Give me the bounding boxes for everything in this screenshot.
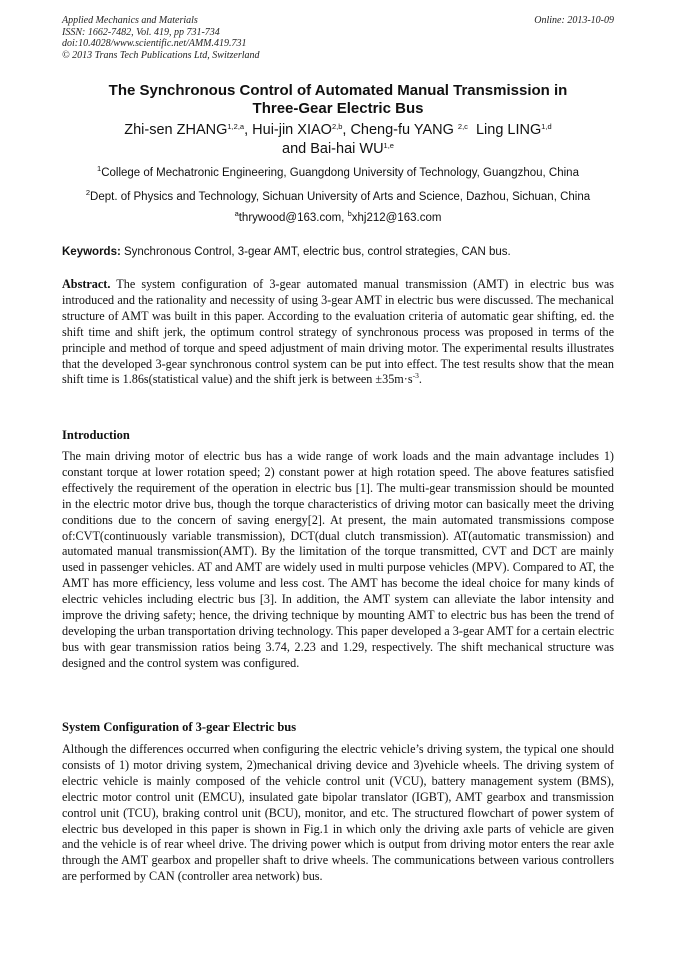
author-line-2 (62, 140, 614, 159)
journal-issn: ISSN: 1662-7482, Vol. 419, pp 731-734 (62, 26, 220, 38)
keywords-label: Keywords: (62, 246, 121, 258)
affiliation-text: Dept. of Physics and Technology, Sichuan University of Arts and Science, Dazhou, Sichuan, China (90, 191, 591, 203)
journal-doi: doi:10.4028/www.scientific.net/AMM.419.731 (62, 38, 247, 49)
online-date: Online: 2013-10-09 (534, 15, 614, 26)
author-affiliation-mark: 1,e (383, 141, 394, 150)
abstract-unit-exponent: -3 (412, 371, 419, 381)
abstract-end: . (418, 372, 422, 387)
introduction-heading: Introduction (62, 428, 130, 442)
author-affiliation-mark: 1,2,a (227, 122, 245, 131)
keywords-text: Synchronous Control, 3-gear AMT, electric bus, control strategies, CAN bus. (120, 246, 511, 258)
author-name: Zhi-sen ZHANG (124, 122, 228, 138)
title-line-1: The Synchronous Control of Automated Manual Transmission in (108, 82, 568, 99)
email-mark: a (234, 209, 239, 218)
system-configuration-paragraph: Although the differences occurred when configuring the electric vehicle’s driving system, the typical one should consists of 1) motor driving system, 2)mechanical driving device and 3)vehicle wheels. The driving system of electric vehicle is mainly composed of the vehicle control unit (VCU), battery management system (BMS), electric motor control unit (EMCU), insulated gate bipolar translator (IGBT), AMT gearbox and transmission control unit (TCU), braking control unit (BCU), monitor, and etc. The structured flowchart of power system of electric bus developed in this paper is shown in Fig.1 in which only the driving axle parts of vehicle are given and the vehicle is of rear wheel drive. The driving power which is output from driving motor enters the rear axle through the AMT gearbox and propeller shaft to drive wheels. The communications between various controllers are performed by CAN (controller area network) bus. (62, 742, 614, 884)
email-mark: b (347, 209, 352, 218)
author-separator (468, 122, 476, 138)
affiliation-text: College of Mechatronic Engineering, Guangdong University of Technology, Guangzhou, China (101, 167, 579, 179)
author-affiliation-mark: 1,d (541, 122, 552, 131)
paper-title (62, 82, 614, 118)
title-line-2: Three-Gear Electric Bus (252, 100, 424, 117)
author-list (62, 121, 614, 159)
affiliation-2 (62, 190, 614, 204)
abstract-label: Abstract. (62, 277, 111, 291)
keywords-line (62, 245, 614, 259)
author-name: and Bai-hai WU (282, 141, 384, 157)
system-configuration-heading: System Configuration of 3-gear Electric bus (62, 720, 297, 734)
journal-header (62, 15, 614, 61)
author-name: Hui-jin XIAO (252, 122, 332, 138)
email-address: thrywood@163.com, (238, 212, 348, 224)
abstract-paragraph (62, 277, 614, 388)
abstract-text: The system configuration of 3-gear automated manual transmission (AMT) in electric bus was introduced and the rationality and necessity of using 3-gear AMT in electric bus were discussed. The mechanical structure of AMT was built in this paper. According to the evaluation criteria of automatic gear shifting, ed. the shift time and shift jerk, the optimum control strategy of synchronous process was proposed in terms of the principle and method of torque and speed adjustment of main driving motor. The experimental results illustrates that the developed 3-gear synchronous control system can be put into effect. The test results show that the mean shift time is 1.86s(statistical value) and the shift jerk is between ±35m·s (62, 277, 614, 387)
author-name: Cheng-fu YANG (350, 122, 458, 138)
introduction-paragraph: The main driving motor of electric bus has a wide range of work loads and the main advantage includes 1) constant torque at lower rotation speed; 2) constant power at high rotation speed. The above features satisfied effectively the requirement of the operation in electric bus [1]. The multi-gear transmission should be mounted in the electric motor drive bus, though the torque characteristics of driving motor can basically meet the driving conditions due to the concern of saving energy[2]. At present, the main automated transmissions compose of:CVT(continuously variable transmission), DCT(dual clutch transmission). AT(automatic transmission) and automated manual transmission(AMT). By the limitation of the torque transmitted, CVT and DCT are mainly used in passenger vehicles. AT and AMT are widely used in multi purpose vehicles (MPV). Compared to AT, the AMT has more efficiency, less volume and less cost. The AMT has become the ideal choice for many kinds of electric vehicles including electric bus [3]. In addition, the AMT system can alleviate the labor intensity and improve the driving safety; hence, the driving technique by mounting AMT to electric bus has been the trend of developing the urban transportation driving technology. This paper developed a 3-gear AMT for a certain electric bus with gear transmission ratios being 3.74, 2.23 and 1.29, respectively. The shift mechanical structure was designed and the control system was configured. (62, 449, 614, 670)
affiliation-mark: 2 (85, 188, 91, 197)
author-name: Ling LING (475, 122, 542, 138)
affiliation-mark: 1 (97, 164, 102, 173)
author-affiliation-mark: 2,b (331, 122, 343, 131)
author-emails (62, 211, 614, 225)
journal-name: Applied Mechanics and Materials (62, 15, 198, 26)
author-separator: , (342, 122, 351, 138)
author-line-1 (62, 121, 614, 140)
email-address: xhj212@163.com (351, 212, 442, 224)
affiliation-1 (62, 166, 614, 180)
author-separator: , (244, 122, 253, 138)
author-affiliation-mark: 2,c (457, 122, 468, 131)
journal-copyright: © 2013 Trans Tech Publications Ltd, Switzerland (62, 49, 260, 61)
